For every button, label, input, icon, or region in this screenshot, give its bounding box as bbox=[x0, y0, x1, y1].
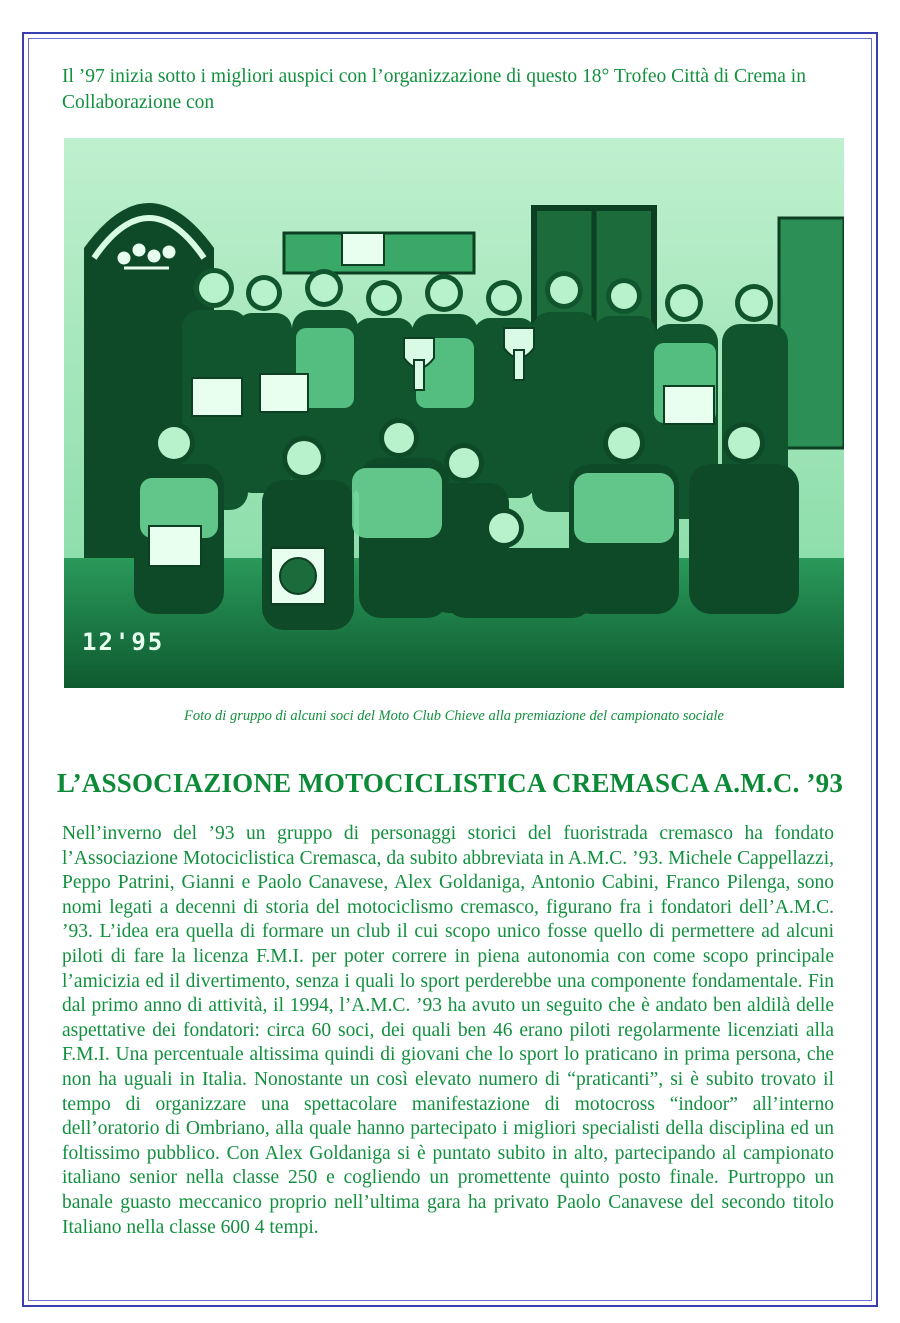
photo-date-stamp: 12'95 bbox=[82, 628, 165, 656]
group-photo bbox=[64, 138, 844, 688]
group-photo-illustration bbox=[64, 138, 844, 688]
body-paragraph: Nell’inverno del ’93 un gruppo di personaggi storici del fuoristrada cremasco ha fondato l’Associazione Motociclistica Cremasca, da subito abbreviata in A.M.C. ’93. Michele Cappellazzi, Peppo Patrini, Gianni e Paolo Canavese, Alex Goldaniga, Antonio Cabini, Franco Pilenga, sono nomi legati a decenni di storia del motociclismo cremasco, figurano fra i fondatori dell’A.M.C. ’93. L’idea era quella di formare un club il cui scopo unico fosse quello di permettere ad alcuni piloti di fare la licenza F.M.I. per poter correre in piena autonomia con come scopo principale l’amicizia ed il divertimento, senza i quali lo sport perderebbe una componente fondamentale. Fin dal primo anno di attività, il 1994, l’A.M.C. ’93 ha avuto un seguito che è andato ben aldilà delle aspettative dei fondatori: circa 60 soci, dei quali ben 46 erano piloti regolarmente licenziati alla F.M.I. Una percentuale altissima quindi di giovani che lo sport lo praticano in prima persona, che non ha uguali in Italia. Nonostante un così elevato numero di “praticanti”, si è subito trovato il tempo di organizzare una spettacolare manifestazione di motocross “indoor” all’interno dell’oratorio di Ombriano, alla quale hanno partecipato i migliori specialisti della disciplina ed un foltissimo pubblico. Con Alex Goldaniga si è puntato subito in alto, partecipando al campionato italiano senior nella classe 250 e cogliendo un promettente quinto posto finale. Purtroppo un banale guasto meccanico proprio nell’ultima gara ha privato Paolo Canavese del secondo titolo Italiano nella classe 600 4 tempi. bbox=[62, 823, 834, 1238]
intro-paragraph: Il ’97 inizia sotto i migliori auspici con l’organizzazione di questo 18° Trofeo Città di Crema in Collaborazione con bbox=[62, 66, 806, 113]
photo-caption: Foto di gruppo di alcuni soci del Moto Club Chieve alla premiazione del campionato sociale bbox=[184, 708, 724, 724]
section-heading: L’ASSOCIAZIONE MOTOCICLISTICA CREMASCA A.M.C. ’93 bbox=[56, 768, 844, 798]
